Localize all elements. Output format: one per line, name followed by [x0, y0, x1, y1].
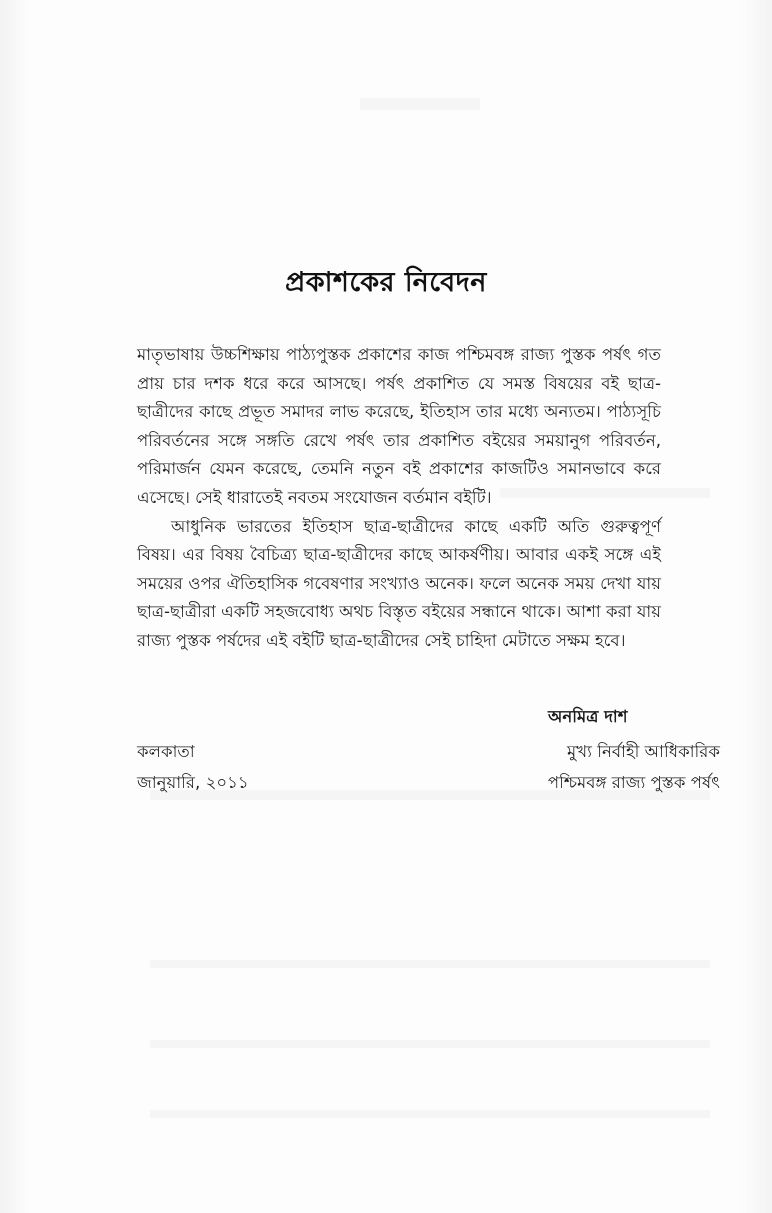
paragraph-2: আধুনিক ভারতের ইতিহাস ছাত্র-ছাত্রীদের কাছে একটি অতি গুরুত্বপূর্ণ বিষয়। এর বিষয় বৈচিত্র্য ছাত্র-ছাত্রীদের কাছে আকর্ষণীয়। আবার একই সঙ্গে এই সময়ের ওপর ঐতিহাসিক গবেষণার সংখ্যাও অনেক। ফলে অনেক সময় দেখা যায় ছাত্র-ছাত্রীরা একটি সহজবোধ্য অথচ বিস্তৃত বইয়ের সন্ধানে থাকে। আশা করা যায় রাজ্য পুস্তক পর্ষদের এই বইটি ছাত্র-ছাত্রীদের সেই চাহিদা মেটাতে সক্ষম হবে।	[137, 516, 661, 650]
page-title: প্রকাশকের নিবেদন	[285, 267, 487, 298]
show-through-shadow	[150, 1110, 710, 1118]
body-text	[137, 341, 661, 656]
show-through-shadow	[150, 960, 710, 968]
signatory-block	[548, 736, 720, 798]
paragraph-1: মাতৃভাষায় উচ্চশিক্ষায় পাঠ্যপুস্তক প্রকাশের কাজ পশ্চিমবঙ্গ রাজ্য পুস্তক পর্ষৎ গত প্রায় চার দশক ধরে করে আসছে। পর্ষৎ প্রকাশিত যে সমস্ত বিষয়ের বই ছাত্র-ছাত্রীদের কাছে প্রভূত সমাদর লাভ করেছে, ইতিহাস তার মধ্যে অন্যতম। পাঠ্যসূচি পরিবর্তনের সঙ্গে সঙ্গতি রেখে পর্ষৎ তার প্রকাশিত বইয়ের সময়ানুগ পরিবর্তন, পরিমার্জন যেমন করেছে, তেমনি নতুন বই প্রকাশের কাজটিও সমানভাবে করে এসেছে। সেই ধারাতেই নবতম সংযোজন বর্তমান বইটি।	[137, 345, 661, 507]
signatory-name: অনমিত্র দাশ	[548, 707, 628, 726]
show-through-shadow	[360, 98, 480, 110]
date: জানুয়ারি, ২০১১	[137, 773, 249, 792]
signatory-organization: পশ্চিমবঙ্গ রাজ্য পুস্তক পর্ষৎ	[547, 773, 720, 792]
show-through-shadow	[150, 1040, 710, 1048]
place-date-block	[137, 736, 249, 798]
place: কলকাতা	[137, 742, 195, 761]
signatory-designation: মুখ্য নির্বাহী আধিকারিক	[567, 742, 720, 761]
